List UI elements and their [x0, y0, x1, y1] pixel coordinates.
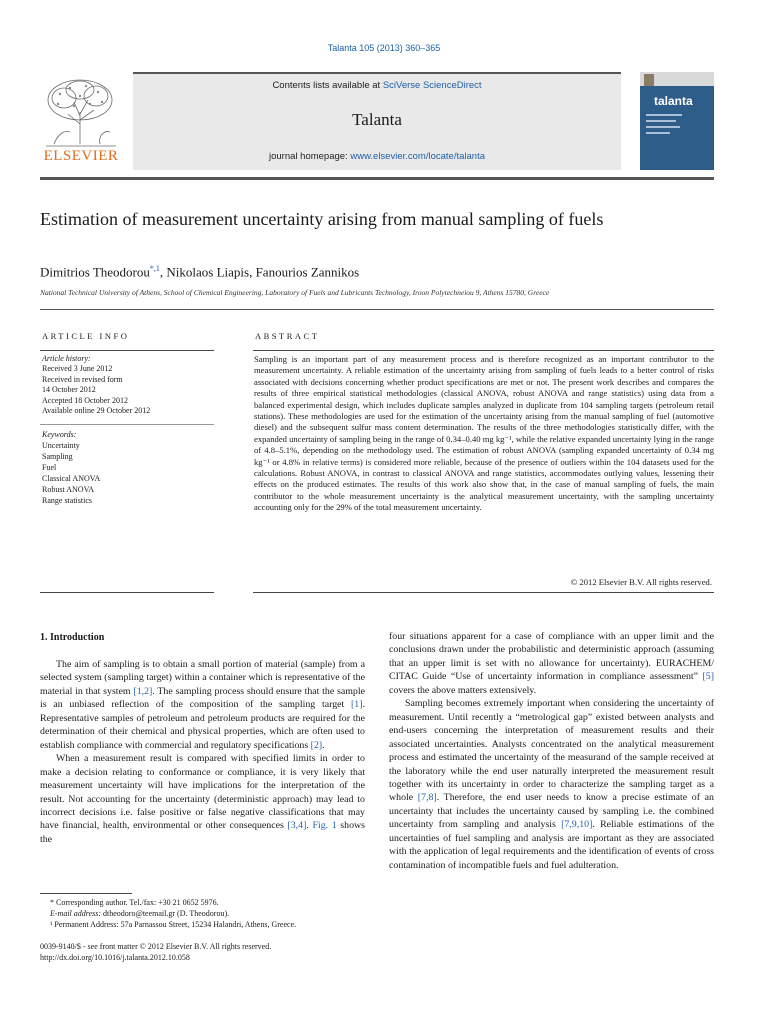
article-title: Estimation of measurement uncertainty arising from manual sampling of fuels [40, 209, 604, 229]
author-1-marks[interactable]: *,1 [149, 264, 160, 273]
history-item: Available online 29 October 2012 [42, 406, 151, 416]
contents-prefix: Contents lists available at [272, 80, 383, 91]
keywords-header: Keywords: [42, 430, 77, 439]
keyword: Sampling [42, 452, 73, 461]
citation-link[interactable]: [2] [310, 739, 323, 751]
cover-journal-name: talanta [654, 94, 693, 108]
contents-availability-line [133, 80, 621, 91]
email-label: E-mail address: [50, 909, 102, 918]
sciencedirect-link[interactable]: SciVerse ScienceDirect [382, 80, 482, 91]
history-item: Received in revised form [42, 374, 123, 384]
introduction-heading: 1. Introduction [40, 632, 105, 643]
article-info-bottom-rule [40, 592, 214, 593]
journal-cover-thumbnail[interactable] [640, 72, 714, 170]
body-column-right [389, 630, 714, 872]
history-header: Article history: [42, 354, 91, 363]
corresponding-author-note: * Corresponding author. Tel./fax: +30 21 0652 5976. [50, 898, 219, 907]
keyword: Range statistics [42, 496, 92, 505]
citation-link[interactable]: [1] [351, 699, 363, 711]
citation-link[interactable]: [7,9,10] [561, 819, 593, 831]
citation-link[interactable]: [5] [702, 671, 714, 683]
keyword: Uncertainty [42, 441, 80, 450]
body-column-left [40, 658, 365, 846]
intro-paragraph-1: The aim of sampling is to obtain a small portion of material (sample) from a selected system (sampling target) within a container which is representative of the material in that system [1,2]. The sampling process should ensure that the sample is an unbiased reflection of the composition of the sampling target [1]. Representative samples of petroleum and petroleum products are required for the determination of their chemical and physical properties, which are often used to establish compliance with commercial and regulatory specifications [2]. [40, 659, 365, 751]
abstract-bottom-rule [253, 592, 714, 593]
abstract-copyright: © 2012 Elsevier B.V. All rights reserved. [570, 577, 712, 587]
citation-link[interactable]: [3,4] [287, 820, 307, 832]
history-item: 14 October 2012 [42, 385, 96, 395]
issn-line: 0039-9140/$ - see front matter © 2012 Elsevier B.V. All rights reserved. [40, 942, 272, 951]
abstract-top-rule [253, 350, 714, 351]
doi-link[interactable]: http://dx.doi.org/10.1016/j.talanta.2012.10.058 [40, 953, 190, 963]
citation-link[interactable]: [1,2] [133, 685, 153, 697]
permanent-address-note: ¹ Permanent Address: 57a Parnassou Street, 15234 Halandri, Athens, Greece. [50, 920, 297, 929]
journal-citation[interactable]: Talanta 105 (2013) 360–365 [327, 43, 441, 53]
figure-link[interactable]: Fig. 1 [312, 820, 337, 832]
journal-title: Talanta [352, 110, 402, 129]
author-list [40, 264, 359, 280]
footnote-rule [40, 893, 132, 894]
other-authors: , Nikolaos Liapis, Fanourios Zannikos [159, 264, 360, 280]
cover-photo [644, 74, 654, 86]
journal-homepage-link[interactable]: www.elsevier.com/locate/talanta [350, 151, 485, 162]
article-history [42, 354, 214, 416]
journal-homepage-line [133, 151, 621, 162]
article-info-top-rule [40, 350, 214, 351]
article-info-mid-rule [40, 424, 214, 425]
citation-link[interactable]: [7,8] [417, 792, 437, 804]
history-item: Accepted 18 October 2012 [42, 395, 128, 405]
email-address[interactable]: dtheodoro@teemail.gr (D. Theodorou). [101, 909, 230, 918]
intro-paragraph-2: When a measurement result is compared with specified limits in order to make a decision relating to conformance or compliance, it is very likely that measurement uncertainty will have implications for the interpretation of the result. Not accounting for the uncertainty (deterministic approach) may lead to incorrect decisions i.e. false positive or false negative classifications that may have financial, health, environmental or other consequences [3,4]. Fig. 1 shows the [40, 753, 365, 845]
abstract-text: Sampling is an important part of any measurement process and is therefore recognized as an important contributor to the measurement uncertainty. A reliable estimation of the uncertainty arising from sampling of fuels leads to a better control of risks associated with decisions concerning whether product specifications are met or not. The present work describes and compares the results of three empirical statistical methodologies (classical ANOVA, robust ANOVA and range statistics) using data from a balanced experimental design, which includes duplicate samples analyzed in duplicate from 104 sampling targets (petroleum retail stations). These methodologies are used for the estimation of the uncertainty arising from the manual sampling of fuel (automotive diesel) and the subsequent sulfur mass content determination. The results of the three methodologies statistically differ, with the expanded uncertainty of sampling being in the range of 0.34–0.40 mg kg⁻¹, while the relative expanded uncertainty lying in the range of 4.8–5.1%, depending on the methodology used. The estimation of robust ANOVA (sampling expanded uncertainty of 0.34 mg kg⁻¹ or 4.8% in relative terms) is considered more reliable, because of the presence of outliers within the 104 datasets used for the calculations. Robust ANOVA, in contrast to classical ANOVA and range statistics, accommodates outlying values, lessening their effects on the produced estimates. The results of this work also show that, in the case of manual sampling of fuels, the main contributor to the whole measurement uncertainty is the analytical measurement uncertainty, with the sampling uncertainty accounting only for the 29% of the total measurement uncertainty. [254, 354, 714, 513]
elsevier-wordmark: ELSEVIER [43, 148, 119, 164]
keywords [42, 429, 214, 506]
keyword: Robust ANOVA [42, 485, 95, 494]
affiliation-divider [40, 309, 714, 310]
article-info-label: ARTICLE INFO [42, 331, 130, 341]
abstract-label: ABSTRACT [255, 331, 320, 341]
author-1: Dimitrios Theodorou [40, 264, 150, 280]
intro-paragraph-3: four situations apparent for a case of compliance with an upper limit and the conclusions drawn under the probabilistic and deterministic approach (assuming that an upper limit is set with no allowance for uncertainty). EURACHEM/ CITAC Guide “Use of uncertainty information in compliance assessment” [5] covers the above matters extensively. [389, 631, 714, 696]
keyword: Fuel [42, 463, 57, 472]
header-top-rule [133, 72, 621, 74]
affiliation: National Technical University of Athens, School of Chemical Engineering, Laboratory of Fuels and Lubricants Technology, Iroon Polytechneiou 9, Athens 15780, Greece [40, 288, 550, 297]
intro-paragraph-4: Sampling becomes extremely important when considering the uncertainty of measurement. Until recently a “metrological gap” existed between analysts and end-users concerning the interpretation of measurement results and their associated uncertainties. Analysts concentrated on the analytical measurement process and estimated the uncertainty of the measurand of the sample received at the laboratory while the end user naturally interpreted the measurement result together with its uncertainty in order to characterize the sampling target as a whole [7,8]. Therefore, the end user needs to know a precise estimate of an uncertainty that includes the uncertainty caused by sampling i.e. the combined uncertainty from sampling and analysis [7,9,10]. Reliable estimations of the uncertainties of fuel sampling and analysis are important as they are associated with the application of legal requirements and the identification of events of cross contamination of incompatible fuels and fuel adulteration. [389, 698, 714, 871]
front-matter [40, 941, 370, 964]
email-note [40, 908, 370, 919]
header-divider [40, 177, 714, 180]
keyword: Classical ANOVA [42, 474, 101, 483]
footnotes [40, 897, 370, 930]
history-item: Received 3 June 2012 [42, 364, 113, 374]
homepage-prefix: journal homepage: [269, 151, 351, 162]
